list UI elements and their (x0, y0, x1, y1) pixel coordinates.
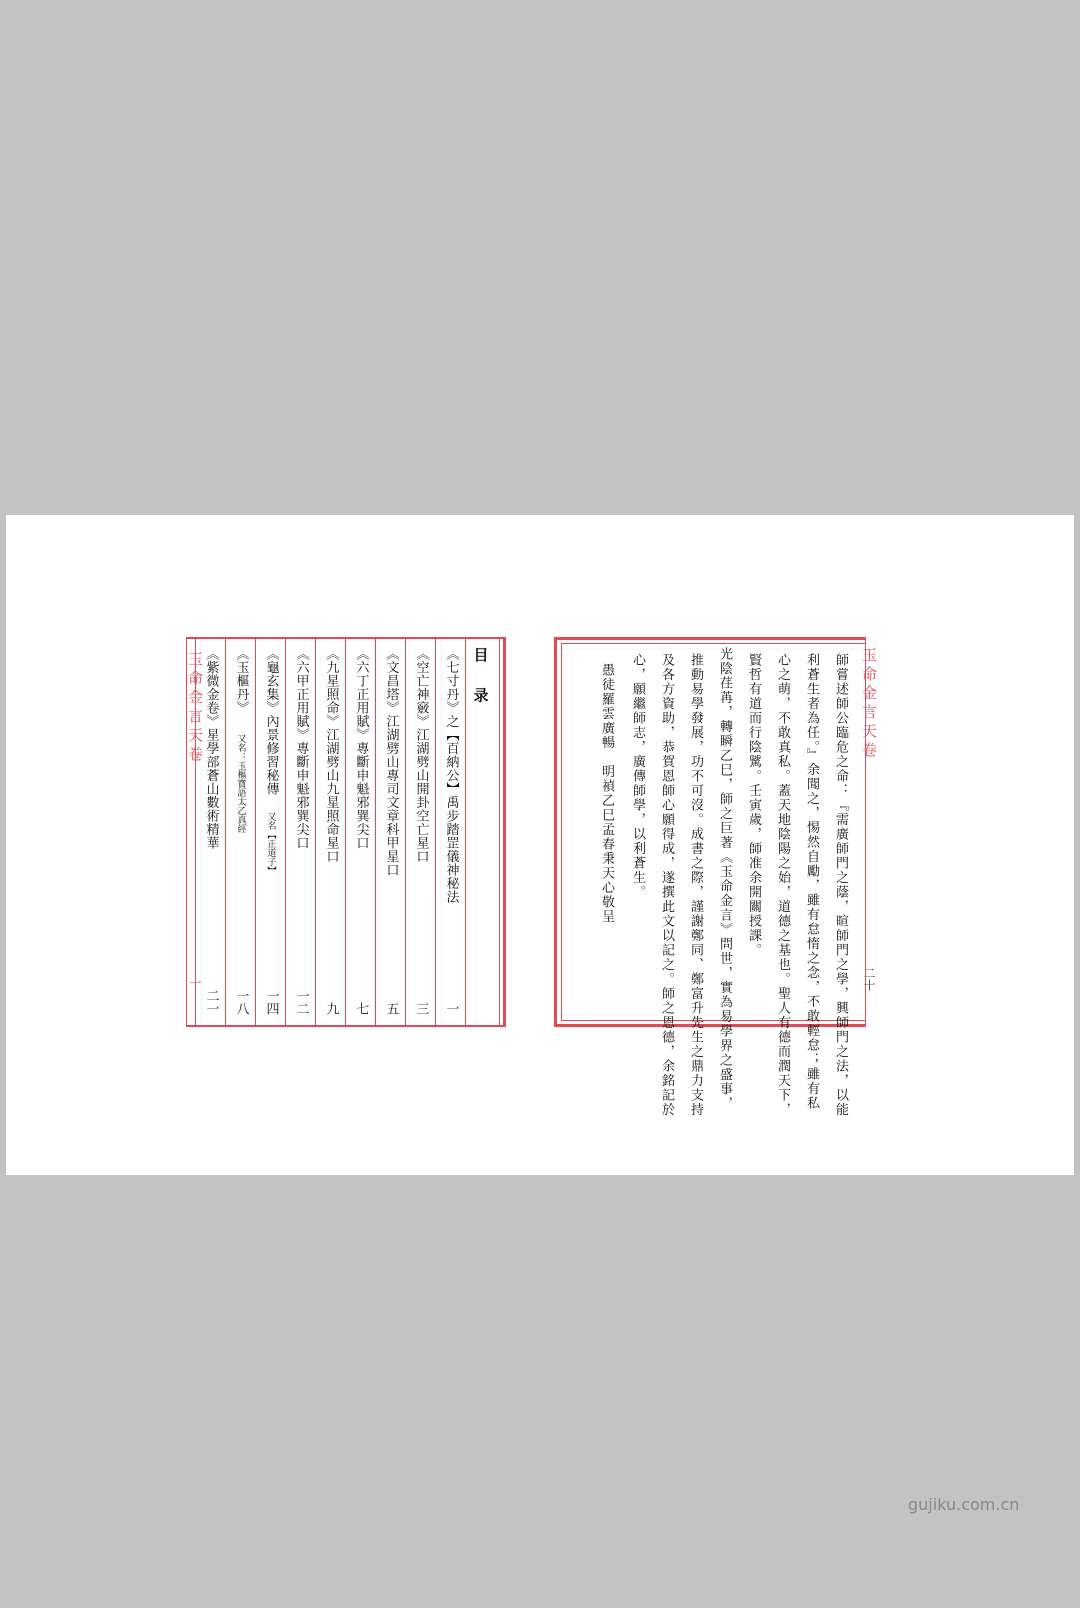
toc-entry (405, 639, 436, 1025)
toc-page (186, 637, 506, 1027)
toc-entry (435, 639, 466, 1025)
toc-entry (195, 639, 226, 1025)
toc-entry (315, 639, 346, 1025)
toc-entry-page: 二一 (203, 989, 219, 1015)
toc-entry-page: 九 (323, 1002, 339, 1015)
site-watermark: gujiku.com.cn (908, 1495, 1020, 1514)
toc-entry-page: 一 (443, 1002, 459, 1015)
toc-entry-title: 《九星照命》江湖劈山九星照命星口 (323, 647, 339, 863)
spine-title-right: 玉命金言天卷 (860, 647, 878, 761)
toc-entry-title: 《七寸丹》之【百納公】禹步踏罡儀神秘法 (443, 647, 459, 904)
toc-entry-note: 又名：玉樞寶語太乙真經 (235, 734, 246, 833)
toc-entry-page: 一八 (233, 989, 249, 1015)
preface-column: 利蒼生者為任。』余聞之，惕然自勵，雖有怠惰之念，不敢輕怠；雖有私 (804, 653, 819, 1111)
preface-column: 師嘗述師公臨危之命：『需廣師門之蔭，暄師門之學，興師門之法，以能 (833, 653, 848, 1117)
toc-entry-title: 《龜玄集》內景修習秘傳 (263, 647, 279, 796)
preface-column: 光陰荏苒，轉瞬乙巳，師之巨著《玉命金言》問世，實為易學界之盛事， (717, 647, 732, 1111)
preface-column: 心之萌，不敢真私。蓋天地陰陽之始，道德之基也。聖人有德而潤天下， (775, 653, 790, 1117)
spine-page-number-left: 十 (188, 977, 202, 989)
preface-page (554, 637, 878, 1117)
toc-entry (285, 639, 316, 1025)
toc-entry-title: 《空亡神竅》江湖劈山開卦空亡星口 (413, 647, 429, 863)
scan-sheet (6, 515, 1074, 1175)
toc-entry-title: 《紫微金卷》星學部蒼山數術精華 (203, 647, 219, 850)
preface-signature: 愚徒羅雲廣暢 明禎乙巳孟春秉天心敬呈 (599, 663, 614, 924)
toc-entry-title: 《六甲正用賦》專斷申魁邪巽尖口 (293, 647, 309, 850)
toc-entry-page: 五 (383, 1002, 399, 1015)
toc-entry-page: 一二 (293, 989, 309, 1015)
toc-entry-title: 《六丁正用賦》專斷申魁邪巽尖口 (353, 647, 369, 850)
toc-entry (345, 639, 376, 1025)
toc-entry-title: 《文昌塔》江湖劈山專司文章科甲星口 (383, 647, 399, 877)
preface-column: 推動易學發展，功不可沒。成書之際，謹謝鄭同、鄭富升先生之鼎力支持 (688, 653, 703, 1117)
toc-entry-page: 一四 (263, 989, 279, 1015)
toc-entry-page: 七 (353, 1002, 369, 1015)
toc-entry (255, 639, 286, 1025)
preface-column: 賢哲有道而行陰騭。壬寅歲，師准余開關授課。 (746, 653, 761, 958)
toc-entry-page: 三 (413, 1002, 429, 1015)
toc-entry-title: 《玉樞丹》 (233, 647, 249, 715)
toc-heading: 目 录 (465, 639, 496, 1025)
toc-entry-note: 又名【正道子】 (265, 812, 276, 875)
preface-column: 及各方資助，恭賀恩師心願得成，遂撰此文以記之。師之恩德，余銘記於 (659, 653, 674, 1117)
spine-page-number-right: 二十 (862, 967, 876, 991)
toc-entry (375, 639, 406, 1025)
spine-title-left: 玉命金言天卷 (186, 651, 204, 765)
toc-entry (225, 639, 256, 1025)
preface-column: 心，願繼師志，廣傳師學，以利蒼生。 (630, 653, 645, 900)
